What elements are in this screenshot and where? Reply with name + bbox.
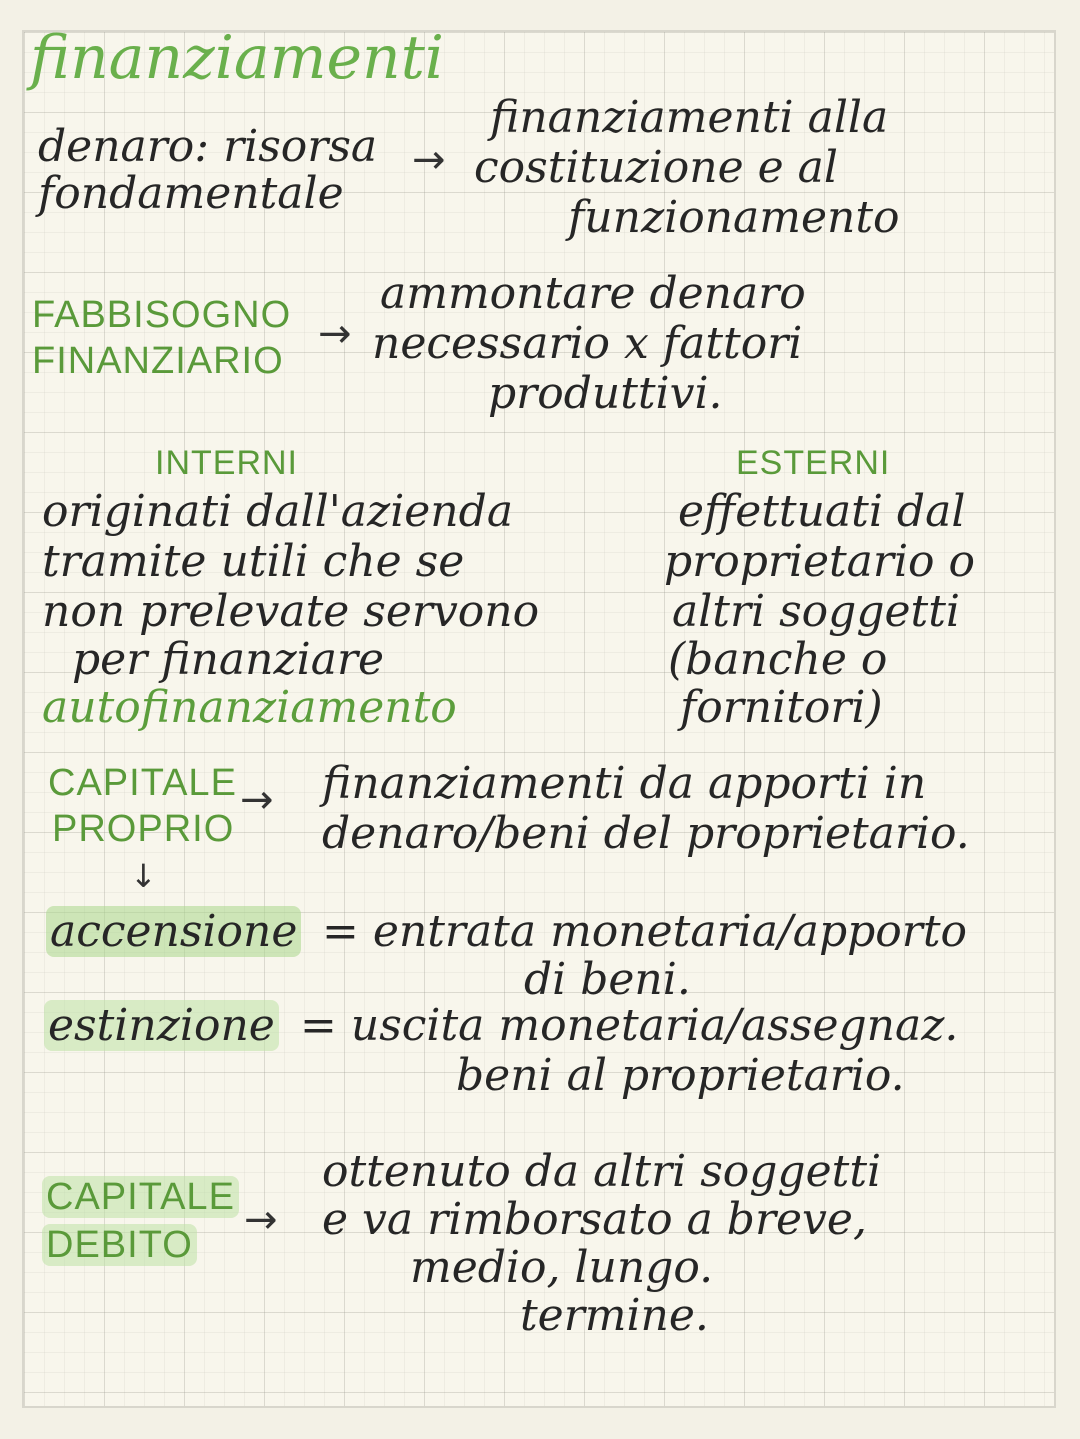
capitale-debito-highlight-1: CAPITALE — [42, 1176, 239, 1218]
esterni-line4: (banche o — [668, 634, 888, 685]
accensione-def-line1: = entrata monetaria/apporto — [322, 906, 968, 957]
estinzione-highlight: estinzione — [44, 1000, 279, 1051]
esterni-line3: altri soggetti — [672, 586, 960, 637]
capitale-debito-def-line3: medio, lungo. — [410, 1242, 714, 1293]
fabbisogno-arrow-icon: → — [318, 311, 352, 357]
intro-right-line1: finanziamenti alla — [490, 92, 889, 143]
capitale-debito-arrow-icon: → — [244, 1197, 278, 1243]
interni-line2: tramite utili che se — [42, 536, 465, 587]
capitale-debito-label-line1 — [42, 1178, 239, 1216]
esterni-line1: effettuati dal — [678, 486, 966, 537]
capitale-proprio-arrow-icon: → — [240, 777, 274, 823]
estinzione-def-line1: = uscita monetaria/assegnaz. — [300, 1000, 959, 1051]
interni-heading: INTERNI — [155, 444, 298, 482]
capitale-proprio-def-line1: finanziamenti da apporti in — [322, 758, 927, 809]
fabbisogno-label-line2: FINANZIARIO — [32, 340, 284, 382]
intro-right-line2: costituzione e al — [474, 142, 838, 193]
capitale-debito-def-line1: ottenuto da altri soggetti — [322, 1146, 882, 1197]
autofinanziamento-term: autofinanziamento — [42, 682, 457, 733]
capitale-debito-highlight-2: DEBITO — [42, 1224, 197, 1266]
down-arrow-icon: ↓ — [130, 857, 157, 895]
interni-line1: originati dall'azienda — [42, 486, 514, 537]
interni-line4: per finanziare — [72, 634, 385, 685]
page-title: finanziamenti — [30, 23, 444, 93]
fabbisogno-def-line1: ammontare denaro — [380, 268, 806, 319]
capitale-debito-def-line4: termine. — [520, 1290, 709, 1341]
fabbisogno-def-line3: produttivi. — [488, 368, 723, 419]
fabbisogno-label-line1: FABBISOGNO — [32, 294, 292, 336]
capitale-proprio-label-line1: CAPITALE — [48, 762, 237, 804]
capitale-debito-def-line2: e va rimborsato a breve, — [322, 1194, 867, 1245]
fabbisogno-def-line2: necessario x fattori — [372, 318, 803, 369]
intro-left-line2: fondamentale — [38, 168, 344, 219]
capitale-debito-label-line2 — [42, 1226, 197, 1264]
esterni-heading: ESTERNI — [736, 444, 891, 482]
estinzione-def-line2: beni al proprietario. — [456, 1050, 905, 1101]
capitale-proprio-def-line2: denaro/beni del proprietario. — [322, 808, 970, 859]
capitale-proprio-label-line2: PROPRIO — [52, 808, 235, 850]
accensione-def-line2: di beni. — [524, 954, 691, 1005]
interni-line3: non prelevate servono — [42, 586, 540, 637]
intro-arrow-icon: → — [412, 137, 446, 183]
intro-right-line3: funzionamento — [568, 192, 900, 243]
accensione-highlight: accensione — [46, 906, 301, 957]
estinzione-term — [44, 1000, 279, 1051]
esterni-line2: proprietario o — [664, 536, 975, 587]
accensione-term — [46, 906, 301, 957]
esterni-line5: fornitori) — [680, 682, 883, 733]
intro-left-line1: denaro: risorsa — [38, 121, 378, 172]
